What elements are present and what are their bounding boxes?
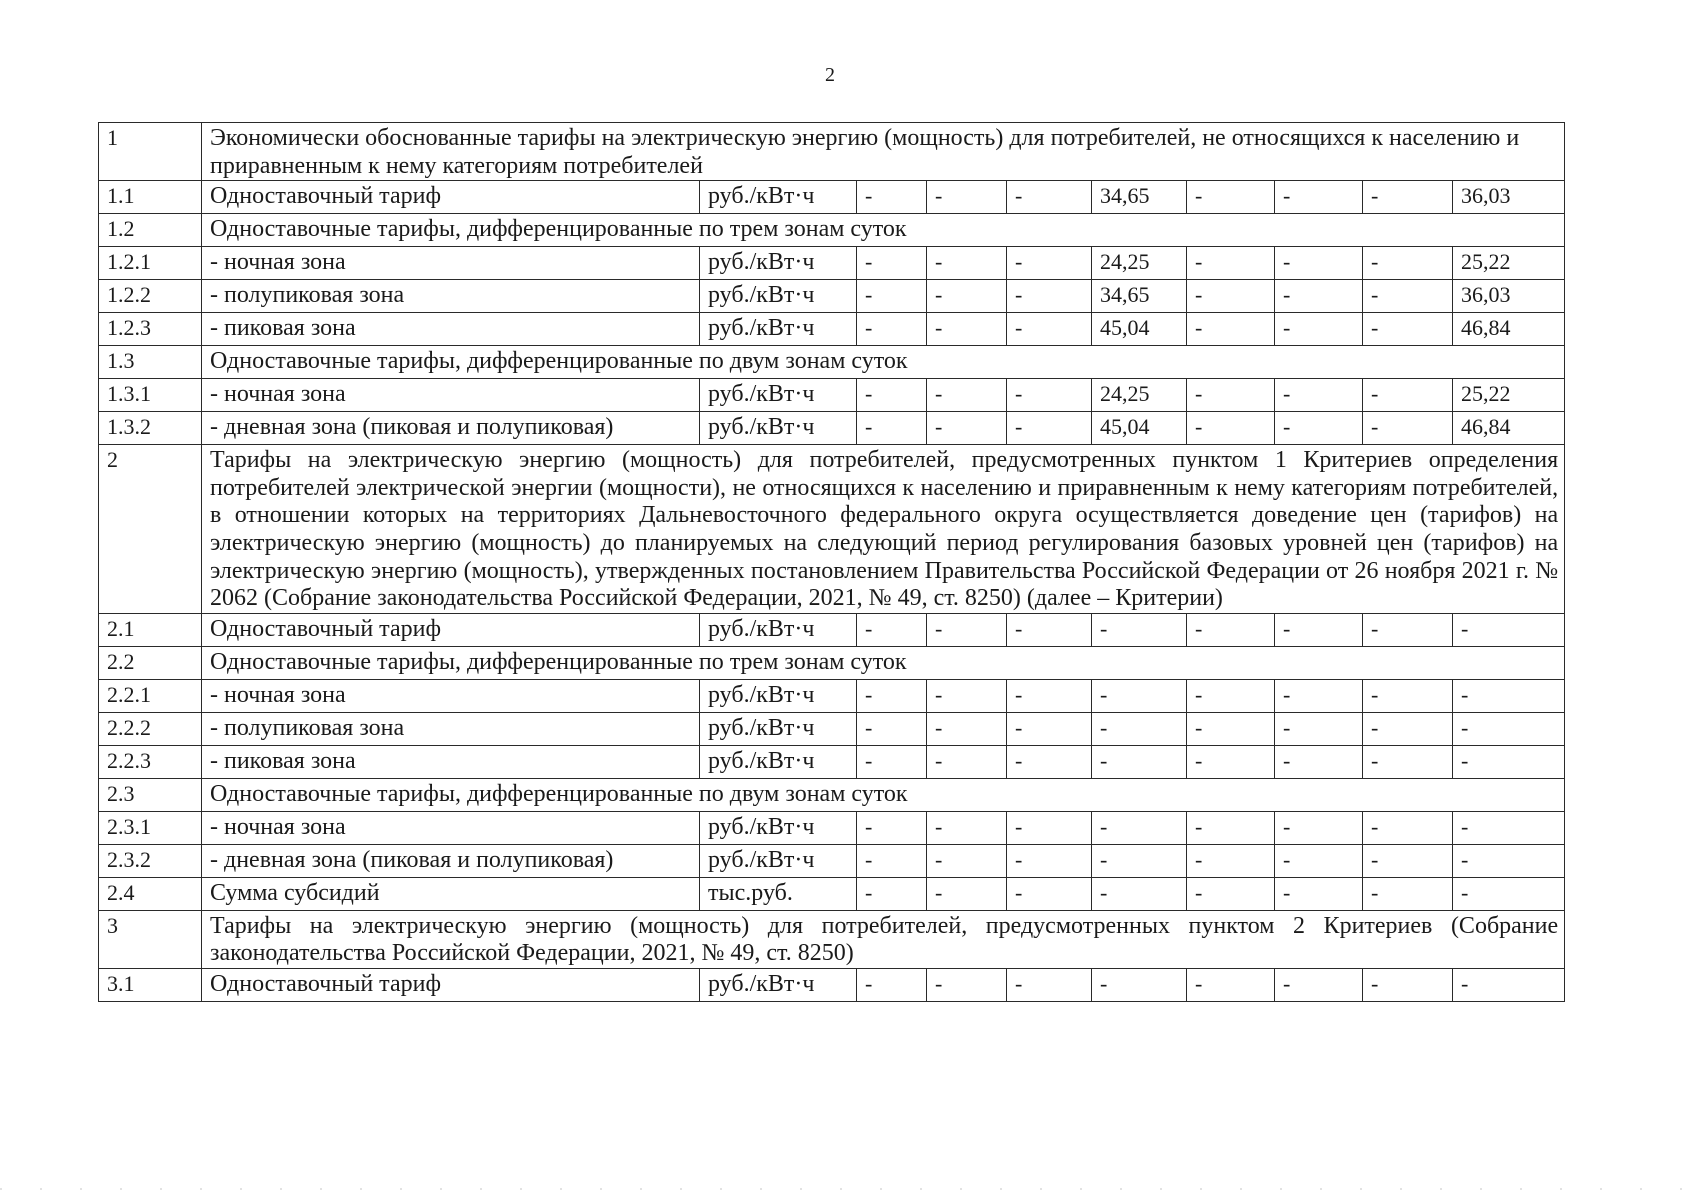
table-row [99, 412, 1565, 445]
section-title: Тарифы на электрическую энергию (мощность) для потребителей, предусмотренных пунктом 2 Критериев (Собрание законодательства Российской Федерации, 2021, № 49, ст. 8250) [202, 910, 1565, 968]
row-number: 3 [99, 910, 202, 968]
row-value: - [927, 811, 1007, 844]
table-row [99, 379, 1565, 412]
row-name: - полупиковая зона [202, 712, 700, 745]
row-value: - [1007, 247, 1092, 280]
row-name: - пиковая зона [202, 313, 700, 346]
row-value: - [1092, 712, 1187, 745]
row-value: - [1453, 745, 1565, 778]
row-value: - [1187, 745, 1275, 778]
subheader-title: Одноставочные тарифы, дифференцированные по трем зонам суток [202, 646, 1565, 679]
row-name: - ночная зона [202, 379, 700, 412]
row-value: - [1363, 181, 1453, 214]
row-value: - [1363, 844, 1453, 877]
row-name: Одноставочный тариф [202, 613, 700, 646]
row-value: - [1007, 712, 1092, 745]
row-number: 1.2.2 [99, 280, 202, 313]
table-row [99, 679, 1565, 712]
row-value: - [927, 247, 1007, 280]
row-unit: руб./кВт·ч [700, 712, 857, 745]
row-value: - [1453, 844, 1565, 877]
row-value: - [1092, 745, 1187, 778]
row-name: Одноставочный тариф [202, 181, 700, 214]
row-number: 1.3 [99, 346, 202, 379]
row-unit: руб./кВт·ч [700, 280, 857, 313]
row-value: - [1092, 679, 1187, 712]
row-value: - [927, 280, 1007, 313]
row-value: - [1275, 712, 1363, 745]
row-value: 45,04 [1092, 412, 1187, 445]
row-value: - [1187, 877, 1275, 910]
row-number: 1.2.3 [99, 313, 202, 346]
row-unit: руб./кВт·ч [700, 313, 857, 346]
row-value: - [1187, 280, 1275, 313]
table-row [99, 968, 1565, 1001]
row-number: 2.4 [99, 877, 202, 910]
row-value: - [927, 313, 1007, 346]
section-row [99, 445, 1565, 614]
row-value: 36,03 [1453, 280, 1565, 313]
row-number: 1.3.2 [99, 412, 202, 445]
row-value: - [1363, 712, 1453, 745]
table-row [99, 247, 1565, 280]
row-name: - ночная зона [202, 811, 700, 844]
row-unit: руб./кВт·ч [700, 811, 857, 844]
row-value: - [1007, 313, 1092, 346]
table-row [99, 313, 1565, 346]
row-value: 45,04 [1092, 313, 1187, 346]
row-value: 46,84 [1453, 313, 1565, 346]
row-value: - [1453, 613, 1565, 646]
row-unit: руб./кВт·ч [700, 745, 857, 778]
row-value: - [1275, 679, 1363, 712]
row-value: 46,84 [1453, 412, 1565, 445]
row-unit: руб./кВт·ч [700, 412, 857, 445]
table-row [99, 712, 1565, 745]
row-value: - [1275, 877, 1363, 910]
row-number: 1.3.1 [99, 379, 202, 412]
row-value: - [1453, 712, 1565, 745]
row-value: - [1363, 811, 1453, 844]
table-row [99, 613, 1565, 646]
tariff-table [98, 122, 1565, 1002]
row-unit: руб./кВт·ч [700, 844, 857, 877]
row-number: 2.2.2 [99, 712, 202, 745]
row-value: 34,65 [1092, 280, 1187, 313]
row-value: - [927, 412, 1007, 445]
row-name: Одноставочный тариф [202, 968, 700, 1001]
row-value: 34,65 [1092, 181, 1187, 214]
row-value: - [1363, 247, 1453, 280]
row-value: - [1363, 412, 1453, 445]
row-value: - [1275, 280, 1363, 313]
row-value: - [857, 280, 927, 313]
row-value: - [1187, 412, 1275, 445]
row-value: 24,25 [1092, 379, 1187, 412]
row-value: - [1187, 313, 1275, 346]
row-value: - [1187, 968, 1275, 1001]
row-value: - [1363, 613, 1453, 646]
row-value: - [1092, 613, 1187, 646]
row-value: - [1363, 745, 1453, 778]
table-row [99, 844, 1565, 877]
row-value: - [857, 412, 927, 445]
row-value: - [1275, 811, 1363, 844]
row-value: - [1092, 877, 1187, 910]
row-unit: руб./кВт·ч [700, 679, 857, 712]
row-number: 2.2.3 [99, 745, 202, 778]
row-value: - [927, 379, 1007, 412]
row-number: 1.2 [99, 214, 202, 247]
row-value: - [1275, 613, 1363, 646]
section-title: Тарифы на электрическую энергию (мощность) для потребителей, предусмотренных пунктом 1 Критериев определения потребителей электрической энергии (мощности), не относящихся к населению и приравненным к нему категориям потребителей, в отношении которых на территориях Дальневосточного федерального округа осуществляется доведение цен (тарифов) на электрическую энергию (мощность) до планируемых на следующий период регулирования базовых уровней цен (тарифов) на электрическую энергию (мощность), утвержденных постановлением Правительства Российской Федерации от 26 ноября 2021 г. № 2062 (Собрание законодательства Российской Федерации, 2021, № 49, ст. 8250) (далее – Критерии) [202, 445, 1565, 614]
subheader-title: Одноставочные тарифы, дифференцированные по двум зонам суток [202, 346, 1565, 379]
row-value: - [927, 613, 1007, 646]
row-value: - [1275, 247, 1363, 280]
row-value: - [1363, 379, 1453, 412]
row-value: - [1363, 877, 1453, 910]
row-value: - [927, 679, 1007, 712]
row-value: - [1275, 379, 1363, 412]
row-value: - [1453, 877, 1565, 910]
row-unit: руб./кВт·ч [700, 379, 857, 412]
table-row [99, 181, 1565, 214]
subheader-row [99, 646, 1565, 679]
row-number: 1.1 [99, 181, 202, 214]
row-value: - [1007, 412, 1092, 445]
row-value: - [857, 712, 927, 745]
row-value: - [927, 712, 1007, 745]
row-value: - [857, 877, 927, 910]
row-number: 1 [99, 123, 202, 181]
row-value: - [1453, 811, 1565, 844]
subheader-row [99, 214, 1565, 247]
row-value: - [1007, 877, 1092, 910]
row-number: 2 [99, 445, 202, 614]
row-value: - [1275, 844, 1363, 877]
row-value: - [1187, 811, 1275, 844]
row-value: - [1187, 379, 1275, 412]
row-value: - [857, 181, 927, 214]
row-value: - [927, 968, 1007, 1001]
row-name: - ночная зона [202, 247, 700, 280]
row-value: - [1275, 181, 1363, 214]
row-value: - [1187, 844, 1275, 877]
row-value: - [927, 745, 1007, 778]
row-value: - [1363, 280, 1453, 313]
row-value: - [1187, 247, 1275, 280]
row-value: - [1187, 613, 1275, 646]
row-value: - [857, 613, 927, 646]
row-number: 2.2 [99, 646, 202, 679]
subheader-row [99, 778, 1565, 811]
section-row [99, 123, 1565, 181]
row-name: - ночная зона [202, 679, 700, 712]
row-value: - [857, 679, 927, 712]
row-value: - [1187, 712, 1275, 745]
row-value: - [1092, 844, 1187, 877]
row-value: - [857, 844, 927, 877]
row-value: - [1187, 679, 1275, 712]
row-name: - дневная зона (пиковая и полупиковая) [202, 844, 700, 877]
row-name: - пиковая зона [202, 745, 700, 778]
row-value: - [927, 844, 1007, 877]
row-value: - [1363, 679, 1453, 712]
row-value: - [1092, 968, 1187, 1001]
subheader-row [99, 346, 1565, 379]
row-unit: руб./кВт·ч [700, 613, 857, 646]
row-unit: руб./кВт·ч [700, 181, 857, 214]
scan-artifact [0, 1188, 1698, 1190]
row-value: - [1007, 844, 1092, 877]
row-number: 2.3.2 [99, 844, 202, 877]
row-value: - [857, 968, 927, 1001]
row-value: - [1007, 968, 1092, 1001]
row-value: - [1275, 412, 1363, 445]
row-number: 2.3.1 [99, 811, 202, 844]
row-number: 2.2.1 [99, 679, 202, 712]
row-value: 24,25 [1092, 247, 1187, 280]
row-value: - [1092, 811, 1187, 844]
row-name: - дневная зона (пиковая и полупиковая) [202, 412, 700, 445]
row-value: - [1275, 745, 1363, 778]
row-value: - [857, 811, 927, 844]
row-number: 1.2.1 [99, 247, 202, 280]
row-value: - [1275, 968, 1363, 1001]
row-unit: тыс.руб. [700, 877, 857, 910]
row-value: - [857, 247, 927, 280]
row-value: - [927, 181, 1007, 214]
row-number: 3.1 [99, 968, 202, 1001]
row-value: - [1453, 968, 1565, 1001]
row-value: 36,03 [1453, 181, 1565, 214]
subheader-title: Одноставочные тарифы, дифференцированные по трем зонам суток [202, 214, 1565, 247]
subheader-title: Одноставочные тарифы, дифференцированные по двум зонам суток [202, 778, 1565, 811]
row-value: - [1007, 379, 1092, 412]
row-value: - [1007, 811, 1092, 844]
row-value: - [857, 379, 927, 412]
row-name: Сумма субсидий [202, 877, 700, 910]
row-unit: руб./кВт·ч [700, 968, 857, 1001]
row-value: - [1007, 280, 1092, 313]
table-row [99, 280, 1565, 313]
row-value: - [1007, 679, 1092, 712]
row-value: - [857, 745, 927, 778]
row-value: - [1007, 745, 1092, 778]
table-row [99, 811, 1565, 844]
section-title: Экономически обоснованные тарифы на электрическую энергию (мощность) для потребителей, не относящихся к населению и приравненным к нему категориям потребителей [202, 123, 1565, 181]
row-value: - [1275, 313, 1363, 346]
page-number: 2 [825, 64, 835, 86]
section-row [99, 910, 1565, 968]
table-row [99, 745, 1565, 778]
row-value: 25,22 [1453, 379, 1565, 412]
row-value: 25,22 [1453, 247, 1565, 280]
row-value: - [1007, 181, 1092, 214]
table-row [99, 877, 1565, 910]
row-value: - [1363, 313, 1453, 346]
row-value: - [1453, 679, 1565, 712]
row-value: - [857, 313, 927, 346]
row-name: - полупиковая зона [202, 280, 700, 313]
row-unit: руб./кВт·ч [700, 247, 857, 280]
row-number: 2.1 [99, 613, 202, 646]
row-value: - [1187, 181, 1275, 214]
row-number: 2.3 [99, 778, 202, 811]
row-value: - [1363, 968, 1453, 1001]
row-value: - [1007, 613, 1092, 646]
row-value: - [927, 877, 1007, 910]
